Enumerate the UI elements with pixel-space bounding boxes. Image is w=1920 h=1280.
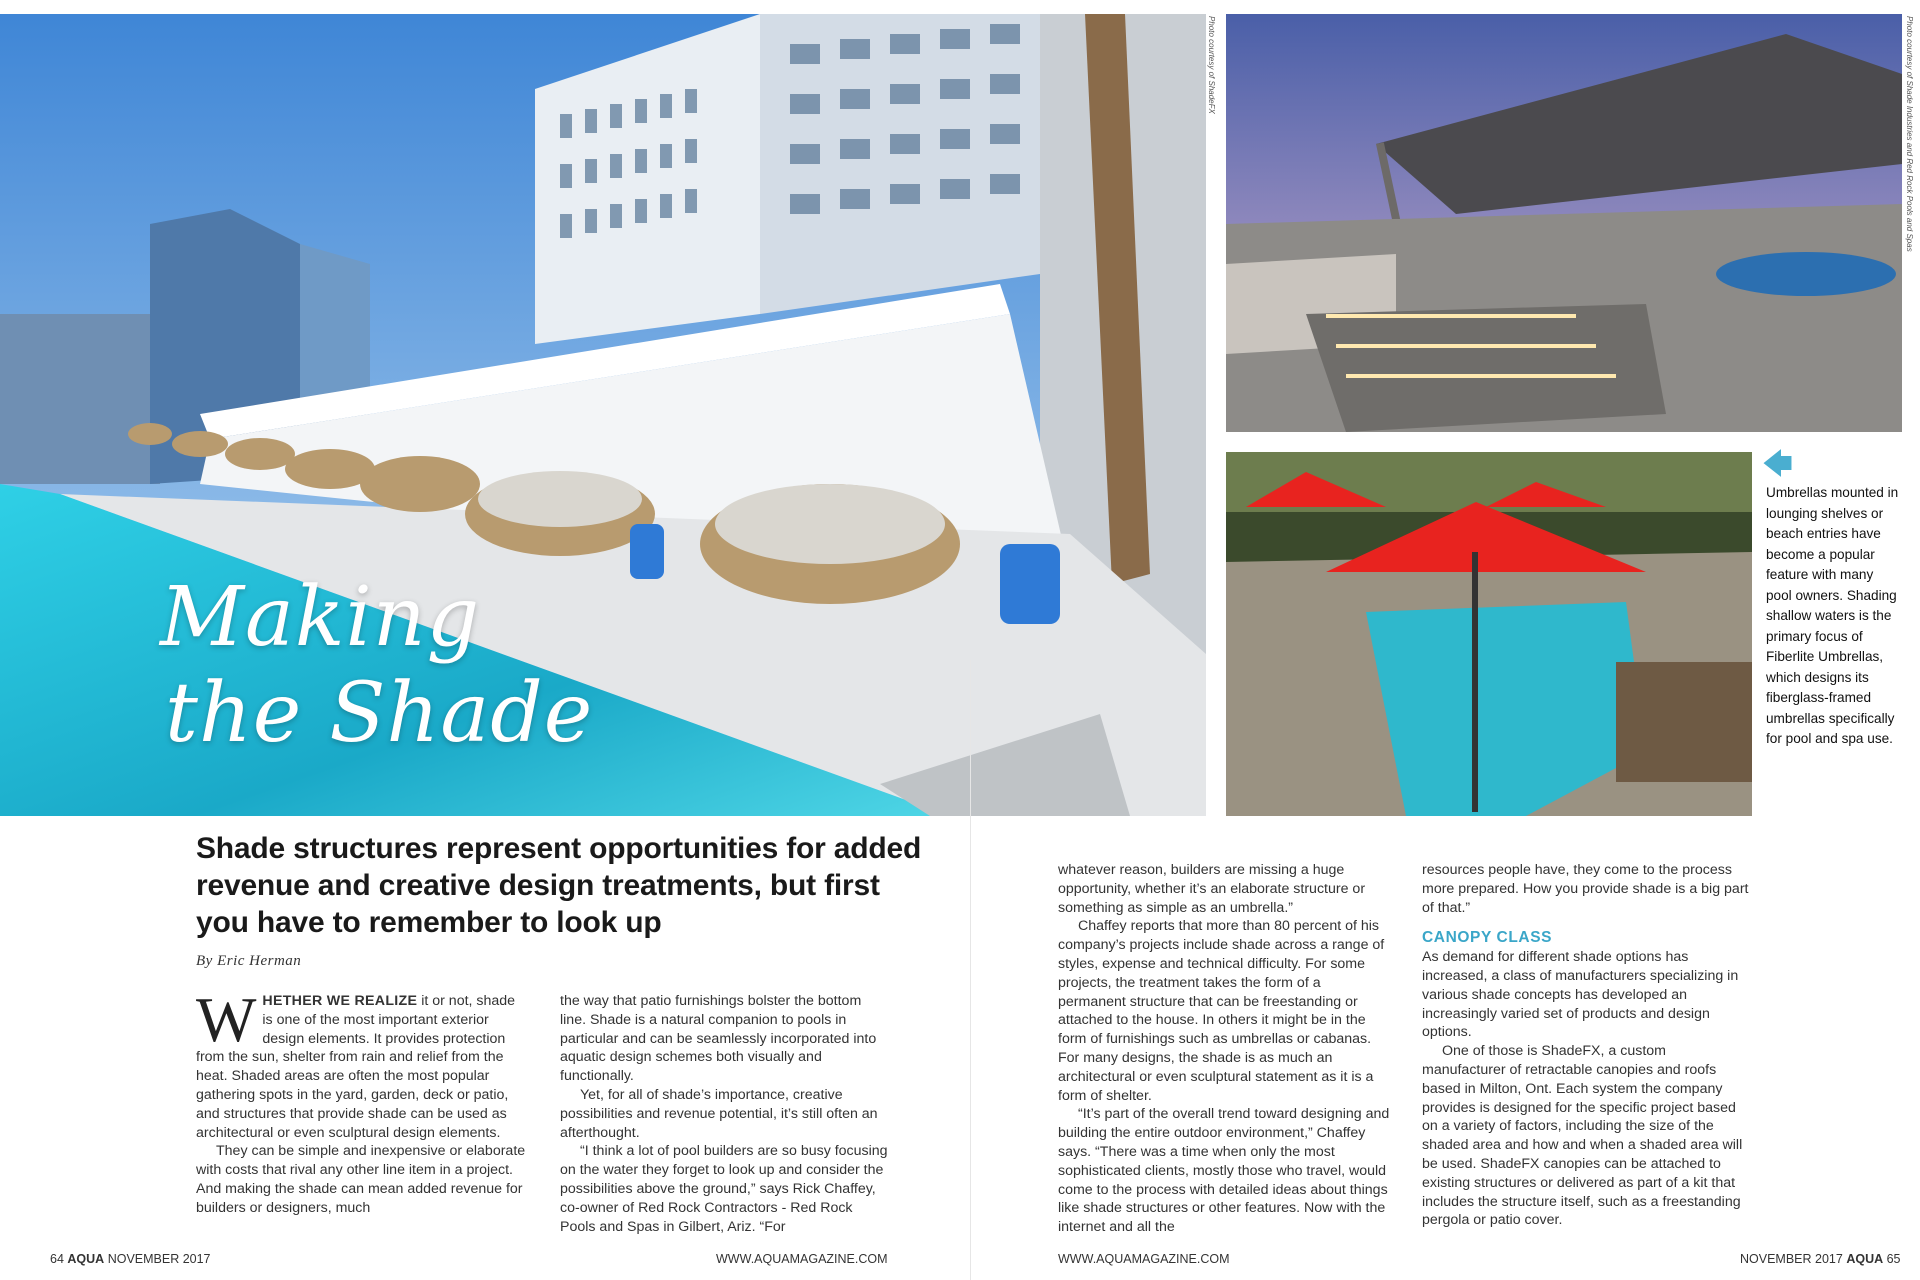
footer-left <box>50 1252 211 1266</box>
col1-paragraph-1: it or not, shade is one of the most important exterior design elements. It provides protection from the sun, shelter from rain and relief from the heat. Shaded areas are often the most popular gathering spots in the yard, garden, deck or patio, and structures that provide shade can be used as architectural or even sculptural design elements. <box>196 993 516 1141</box>
feature-title-line2: the Shade <box>165 666 594 761</box>
left-arrow-icon: 🡄 <box>1762 448 1793 481</box>
col2-paragraph-3: “I think a lot of pool builders are so busy focusing on the water they forget to look up and consider the possibilities above the ground,” says Rick Chaffey, co-owner of Red Rock Contractors - Red Rock Pools and Spas in Gilbert, Ariz. “For <box>560 1143 888 1235</box>
col4-paragraph-3: One of those is ShadeFX, a custom manufacturer of retractable canopies and roofs based in Milton, Ont. Each system the company provides is designed for the specific project based on a variety of factors, including the size of the shaded area and how and when a shaded area will be used. ShadeFX canopies can be attached to existing structures or delivered as part of a kit that includes the structure itself, such as a freestanding pergola or patio cover. <box>1422 1043 1743 1229</box>
section-subhead: CANOPY CLASS <box>1422 929 1553 947</box>
umbrella-photo <box>1226 452 1752 816</box>
drop-cap: W <box>196 984 257 1055</box>
article-headline: Shade structures represent opportunities for added revenue and creative design treatments, but first you have to remember to look up <box>196 832 922 939</box>
text-column-3 <box>1058 861 1390 1237</box>
footer-url-left[interactable]: WWW.AQUAMAGAZINE.COM <box>716 1252 888 1266</box>
photo-credit-main: Photo courtesy of ShadeFX <box>1207 16 1216 114</box>
feature-title <box>160 570 593 762</box>
canopy-photo <box>1226 14 1902 432</box>
issue-date-left: NOVEMBER 2017 <box>107 1252 211 1266</box>
col2-paragraph-1: the way that patio furnishings bolster the bottom line. Shade is a natural companion to pools in particular and can be seamlessly incorporated into aquatic design schemes both visually and functionally. <box>560 993 877 1085</box>
col2-paragraph-2: Yet, for all of shade’s importance, creative possibilities and revenue potential, it’s still often an afterthought. <box>560 1086 878 1141</box>
article-byline: By Eric Herman <box>196 953 302 969</box>
col3-paragraph-3: “It’s part of the overall trend toward designing and building the entire outdoor environment,” Chaffey says. “There was a time when only the most sophisticated clients, mostly those who travel, would come to the process with detailed ideas about things like shade structures or other features. Now with the internet and all the <box>1058 1106 1390 1236</box>
col3-paragraph-1: whatever reason, builders are missing a huge opportunity, whether it’s an elaborate structure or something as simple as an umbrella.” <box>1058 862 1366 916</box>
text-column-4 <box>1422 861 1752 1230</box>
photo-caption: Umbrellas mounted in lounging shelves or beach entries have become a popular feature with many pool owners. Shading shallow waters is the primary focus of Fiberlite Umbrellas, which designs its fiberglass-framed umbrellas specifically for pool and spa use. <box>1766 485 1899 746</box>
footer-url-right[interactable]: WWW.AQUAMAGAZINE.COM <box>1058 1252 1230 1266</box>
page-number-right: 65 <box>1886 1252 1901 1266</box>
footer-right <box>1740 1252 1901 1266</box>
page-number-left: 64 <box>50 1252 64 1266</box>
photo-credit-canopy: Photo courtesy of Shade Industries and Red Rock Pools and Spas <box>1905 16 1914 252</box>
magazine-name-right: AQUA <box>1846 1252 1884 1266</box>
col1-paragraph-2: They can be simple and inexpensive or elaborate with costs that rival any other line item in a project. And making the shade can mean added revenue for builders or designers, much <box>196 1143 526 1216</box>
magazine-name-left: AQUA <box>67 1252 105 1266</box>
lead-in: HETHER WE REALIZE <box>262 993 418 1009</box>
text-column-2 <box>560 992 890 1236</box>
feature-title-line1: Making <box>160 570 481 665</box>
col4-paragraph-1: resources people have, they come to the process more prepared. How you provide shade is a big part of that.” <box>1422 862 1749 916</box>
col3-paragraph-2: Chaffey reports that more than 80 percent of his company’s projects include shade across a range of styles, expense and technical difficulty. For some projects, the treatment takes the form of a permanent structure that can be freestanding or attached to the house. In others it might be in the form of furnishings such as umbrellas or cabanas. For many designs, the shade is as much an architectural or even sculptural statement as it is a form of shelter. <box>1058 918 1385 1104</box>
issue-date-right: NOVEMBER 2017 <box>1740 1252 1843 1266</box>
page-gutter <box>970 660 971 1280</box>
col4-paragraph-2: As demand for different shade options has increased, a class of manufacturers specializing in various shade concepts has developed an increasingly varied set of products and design options. <box>1422 949 1739 1041</box>
text-column-1 <box>196 984 528 1218</box>
